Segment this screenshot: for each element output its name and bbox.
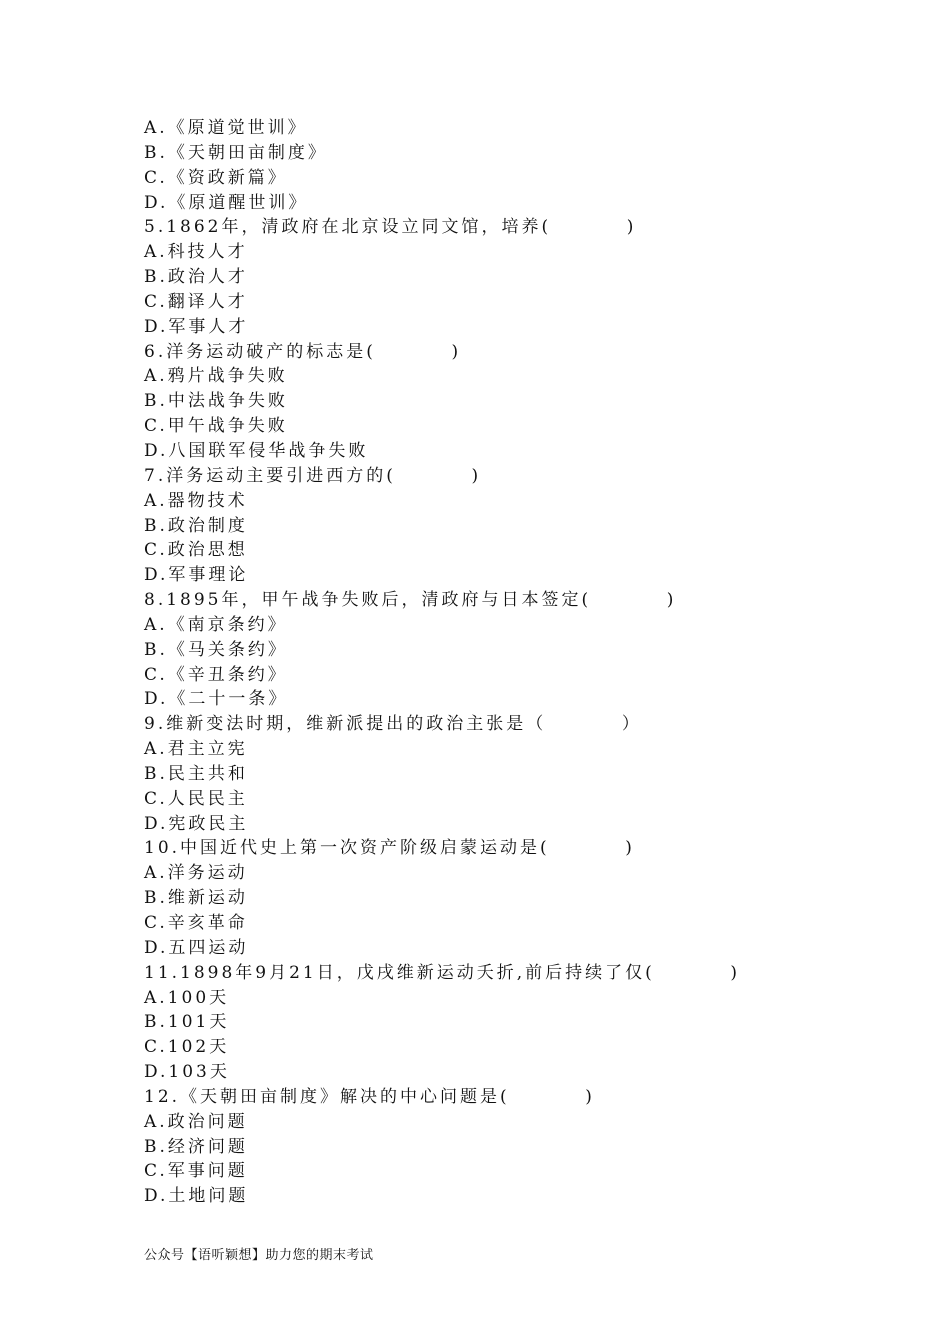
page-footer: 公众号【语听颖想】助力您的期末考试 [144, 1248, 374, 1263]
option-line: A.器物技术 [144, 490, 248, 511]
question-line: 5.1862年，清政府在北京设立同文馆，培养( ) [144, 217, 637, 238]
option-line: D.103天 [144, 1062, 230, 1083]
option-line: B.中法战争失败 [144, 391, 288, 412]
option-line: A.《南京条约》 [144, 614, 288, 635]
option-line: D.军事人才 [144, 316, 249, 337]
option-line: D.五四运动 [144, 937, 249, 958]
question-line: 9.维新变法时期，维新派提出的政治主张是（ ） [144, 714, 642, 735]
question-line: 7.洋务运动主要引进西方的( ) [144, 465, 482, 486]
option-line: C.军事问题 [144, 1161, 248, 1182]
question-line: 10.中国近代史上第一次资产阶级启蒙运动是( ) [144, 838, 635, 859]
option-line: A.100天 [144, 987, 230, 1008]
option-line: C.辛亥革命 [144, 913, 248, 933]
option-line: D.八国联军侵华战争失败 [144, 440, 369, 461]
option-line: A.鸦片战争失败 [144, 366, 288, 387]
option-line: A.君主立宪 [144, 739, 248, 760]
option-line: A.《原道觉世训》 [144, 118, 308, 138]
question-line: 6.洋务运动破产的标志是( ) [144, 341, 462, 362]
option-line: A.洋务运动 [144, 863, 248, 884]
option-line: C.人民民主 [144, 788, 248, 809]
option-line: C.《辛丑条约》 [144, 664, 288, 685]
question-line: 8.1895年，甲午战争失败后，清政府与日本签定( ) [144, 590, 677, 611]
option-line: B.维新运动 [144, 888, 248, 909]
option-line: C.《资政新篇》 [144, 167, 288, 188]
option-line: C.102天 [144, 1037, 230, 1058]
option-line: B.经济问题 [144, 1136, 248, 1157]
option-line: B.政治人才 [144, 267, 248, 288]
option-line: B.《马关条约》 [144, 639, 288, 660]
question-line: 12.《天朝田亩制度》解决的中心问题是( ) [144, 1086, 595, 1107]
option-line: B.《天朝田亩制度》 [144, 142, 328, 163]
question-list [144, 116, 864, 1209]
option-line: B.民主共和 [144, 763, 248, 784]
option-line: B.政治制度 [144, 515, 248, 536]
option-line: D.《二十一条》 [144, 689, 289, 710]
option-line: B.101天 [144, 1012, 230, 1033]
option-line: C.甲午战争失败 [144, 416, 288, 437]
option-line: D.《原道醒世训》 [144, 192, 309, 213]
option-line: A.政治问题 [144, 1111, 248, 1132]
option-line: C.政治思想 [144, 540, 248, 561]
option-line: D.军事理论 [144, 565, 249, 586]
option-line: D.宪政民主 [144, 813, 249, 834]
option-line: D.土地问题 [144, 1186, 249, 1207]
option-line: C.翻译人才 [144, 291, 248, 312]
option-line: A.科技人才 [144, 242, 248, 263]
question-line: 11.1898年9月21日，戊戌维新运动夭折,前后持续了仅( ) [144, 962, 741, 983]
